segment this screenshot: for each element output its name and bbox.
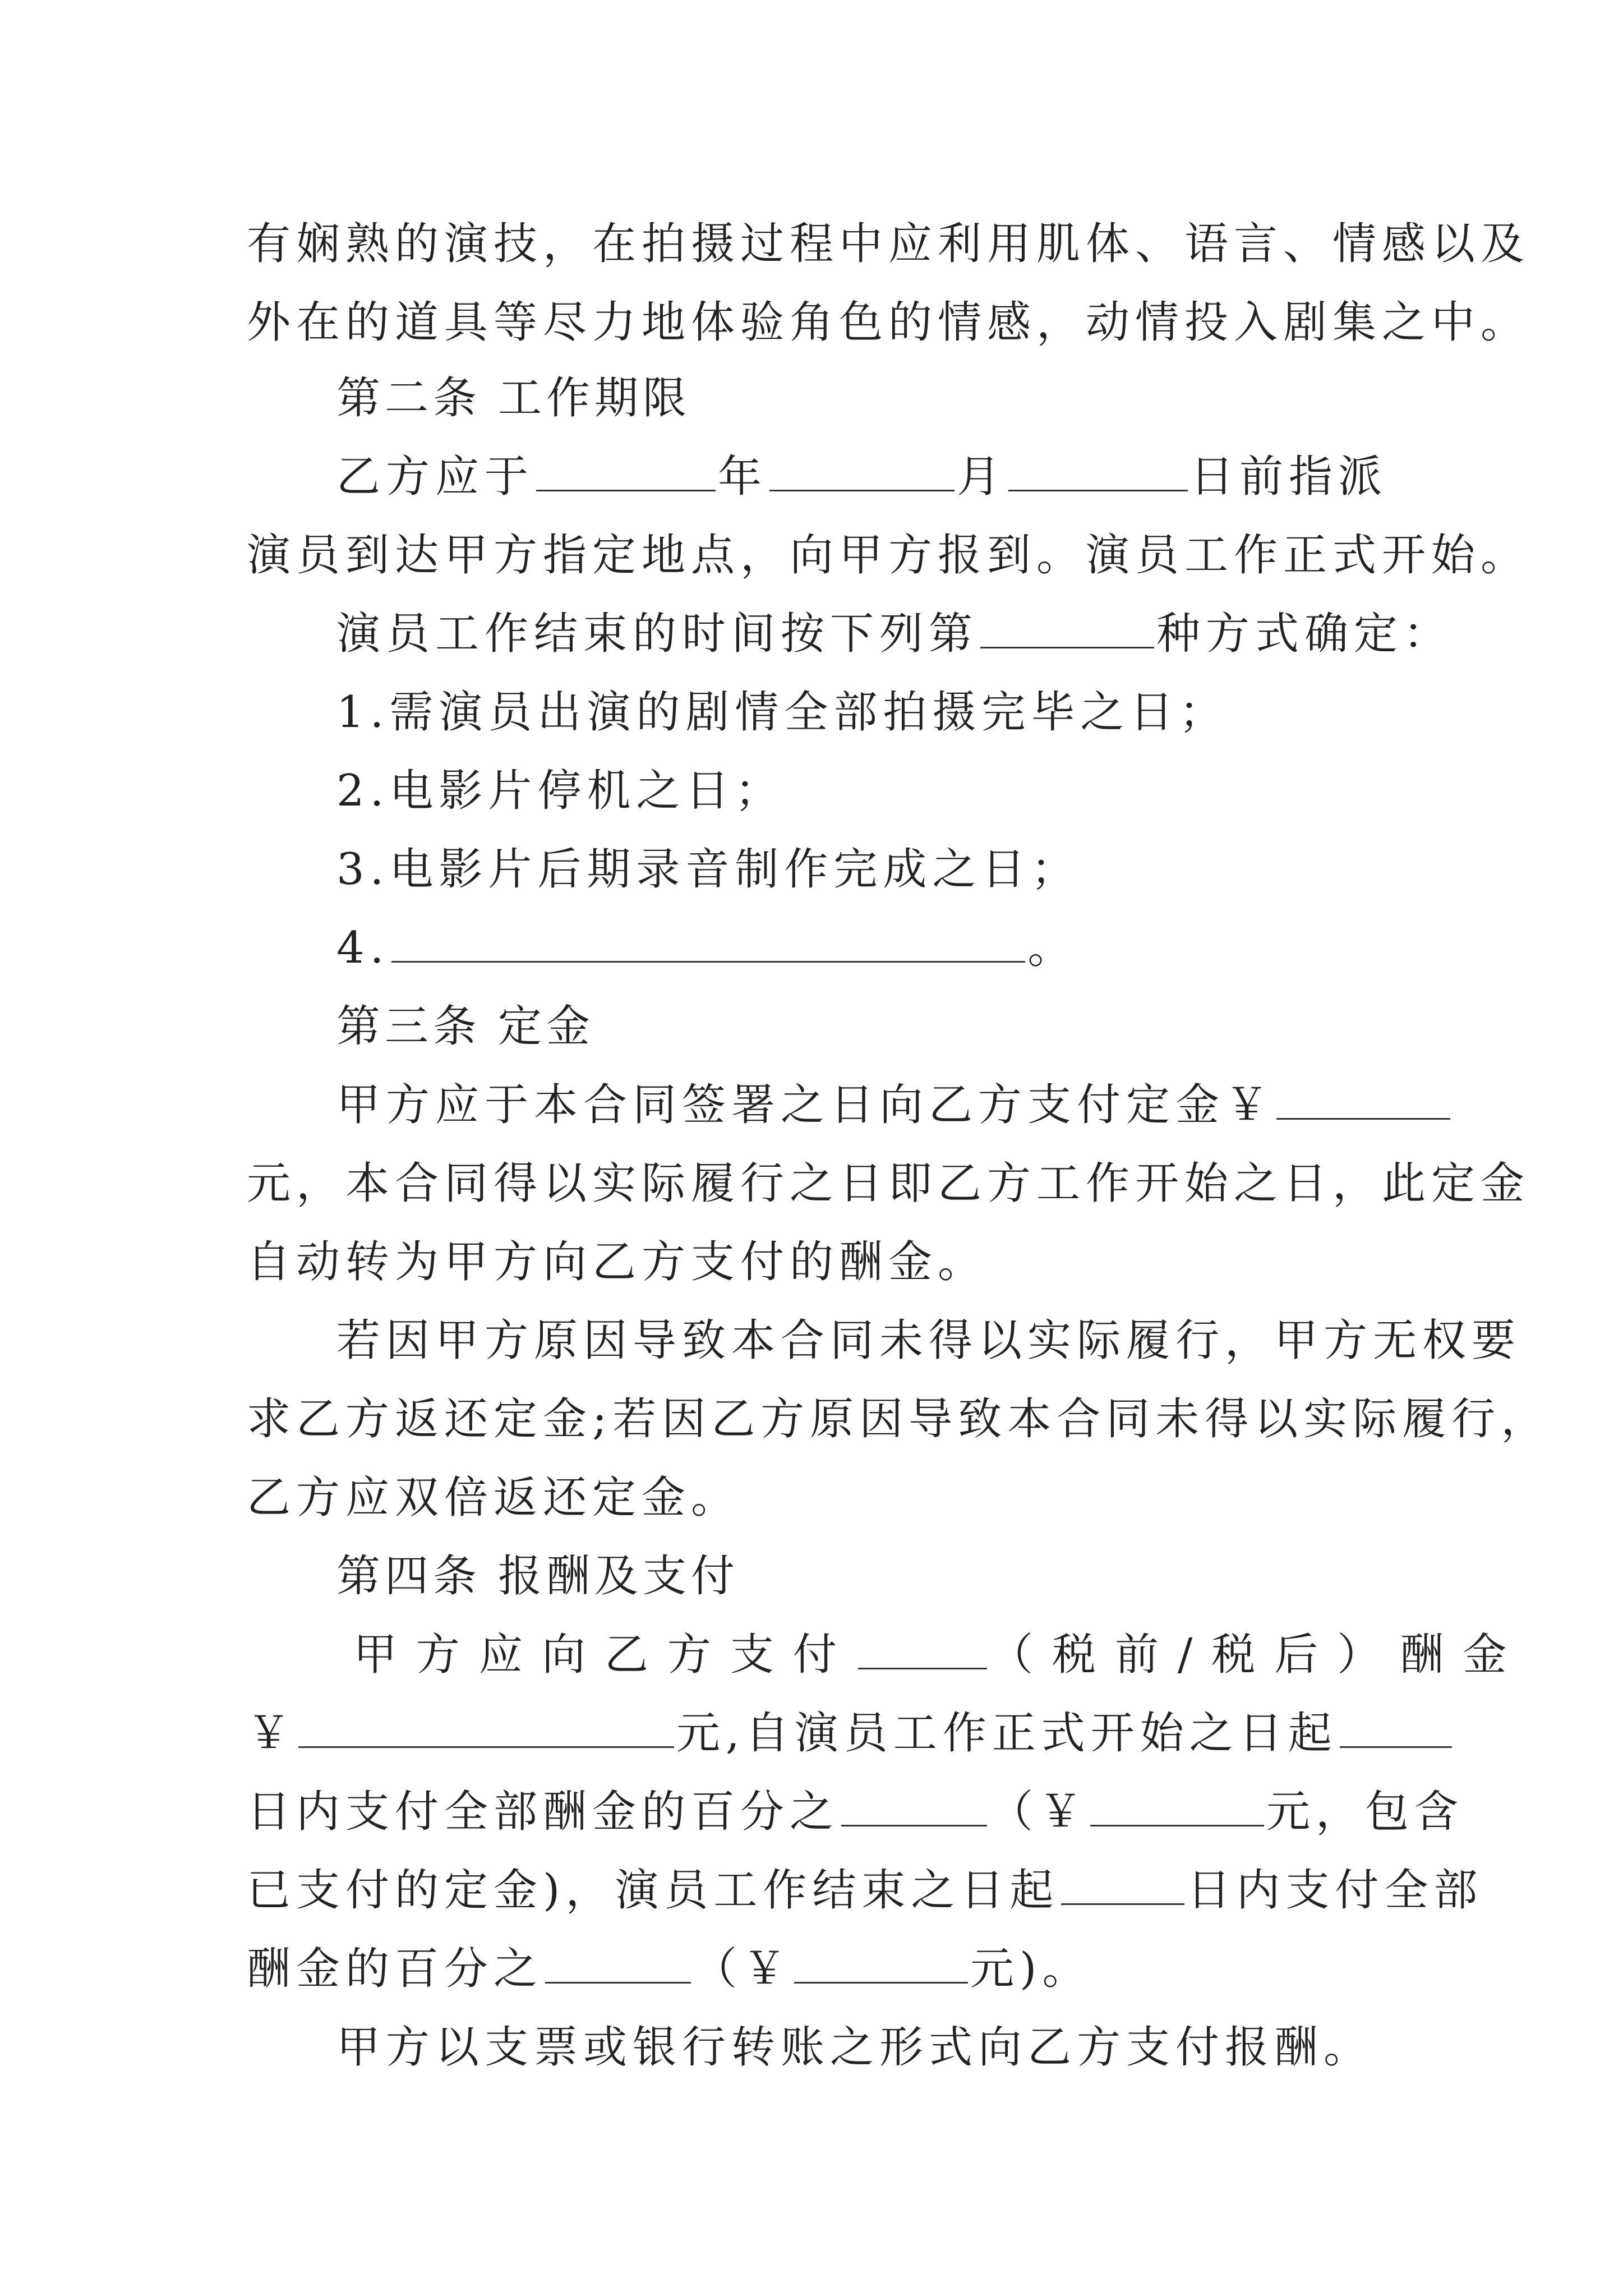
article-2-p2 xyxy=(336,606,1453,662)
text: 元,自演员工作正式开始之日起 xyxy=(676,1708,1338,1759)
text: 种方式确定： xyxy=(1156,609,1453,659)
article-3-heading xyxy=(336,999,1391,1055)
article-title: 定金 xyxy=(498,1001,595,1052)
article-4-p2 xyxy=(336,2019,1391,2076)
text: （￥ xyxy=(693,1944,792,1994)
blank-year[interactable] xyxy=(536,449,716,491)
text: 酬金的百分之 xyxy=(247,1944,543,1994)
text: 甲方应于本合同签署之日向乙方支付定金￥ xyxy=(336,1080,1275,1130)
text: 若因甲方原因导致本合同未得以实际履行，甲方无权要 xyxy=(336,1315,1521,1366)
article-2-p1-line1 xyxy=(336,449,1391,505)
text: 日内支付全部酬金的百分之 xyxy=(247,1787,840,1837)
text: 乙方应于 xyxy=(336,452,534,502)
article-title: 报酬及支付 xyxy=(498,1551,740,1602)
article-4-p1-line3 xyxy=(247,1784,1464,1840)
text: 年 xyxy=(718,452,768,502)
blank-deposit-amount[interactable] xyxy=(1276,1078,1450,1120)
article-number: 第三条 xyxy=(336,1001,482,1052)
article-3-p1-line2 xyxy=(247,1156,1530,1212)
list-item xyxy=(336,763,1391,819)
blank-amount-1[interactable] xyxy=(1090,1784,1264,1826)
blank-tax-type[interactable] xyxy=(858,1627,987,1669)
list-item xyxy=(336,841,1391,898)
list-item xyxy=(336,684,1391,740)
text: 元)。 xyxy=(970,1944,1092,1994)
paragraph-line xyxy=(247,216,1530,272)
article-4-p1-line5 xyxy=(247,1941,1391,1997)
text: 3.电影片后期录音制作完成之日； xyxy=(336,844,1081,895)
text: 日前指派 xyxy=(1190,452,1388,502)
article-number: 第四条 xyxy=(336,1551,482,1602)
article-3-p1-line1 xyxy=(336,1077,1391,1133)
text: （税前/税后）酬金 xyxy=(989,1630,1526,1680)
text: 外在的道具等尽力地体验角色的情感，动情投入剧集之中。 xyxy=(247,297,1530,348)
article-4-p1-line2 xyxy=(247,1705,1391,1761)
text: 日内支付全部 xyxy=(1187,1865,1483,1916)
text: 乙方应双倍返还定金。 xyxy=(247,1473,741,1523)
article-title: 工作期限 xyxy=(498,373,691,424)
article-4-heading xyxy=(336,1548,1391,1604)
text: 自动转为甲方向乙方支付的酬金。 xyxy=(247,1237,988,1287)
paragraph-line xyxy=(247,295,1530,351)
blank-amount-2[interactable] xyxy=(794,1941,968,1984)
text: 1.需演员出演的剧情全部拍摄完毕之日； xyxy=(336,687,1229,738)
text: ￥ xyxy=(247,1708,297,1759)
article-2-p1-line2 xyxy=(247,527,1530,583)
blank-method-number[interactable] xyxy=(980,606,1154,648)
text: 求乙方返还定金;若因乙方原因导致本合同未得以实际履行， xyxy=(247,1394,1551,1444)
article-4-p1-line4 xyxy=(247,1862,1483,1918)
text: 元，包含 xyxy=(1266,1787,1464,1837)
blank-days-1[interactable] xyxy=(1340,1706,1452,1748)
text: 甲方应向乙方支付 xyxy=(353,1630,856,1680)
text: 甲方以支票或银行转账之形式向乙方支付报酬。 xyxy=(336,2022,1373,2073)
blank-day[interactable] xyxy=(1008,449,1188,491)
article-number: 第二条 xyxy=(336,373,482,424)
text: （￥ xyxy=(989,1787,1089,1837)
text: 元，本合同得以实际履行之日即乙方工作开始之日，此定金 xyxy=(247,1158,1530,1209)
article-2-heading xyxy=(336,370,1391,426)
blank-percent-2[interactable] xyxy=(545,1941,691,1984)
article-4-p1-line1 xyxy=(353,1627,1526,1683)
blank-item-4[interactable] xyxy=(391,921,1025,963)
text: 演员到达甲方指定地点，向甲方报到。演员工作正式开始。 xyxy=(247,530,1530,581)
text: 4. xyxy=(336,923,390,973)
text: 已支付的定金)，演员工作结束之日起 xyxy=(247,1865,1059,1916)
blank-percent-1[interactable] xyxy=(841,1784,987,1826)
article-3-p1-line3 xyxy=(247,1234,1391,1290)
article-3-p2-line2 xyxy=(247,1391,1551,1447)
text: 有娴熟的演技，在拍摄过程中应利用肌体、语言、情感以及 xyxy=(247,219,1530,269)
text: 月 xyxy=(957,452,1007,502)
article-3-p2-line1 xyxy=(336,1313,1521,1369)
text: 2.电影片停机之日； xyxy=(336,766,785,816)
blank-month[interactable] xyxy=(769,449,955,491)
list-item xyxy=(336,920,1391,976)
text: 演员工作结束的时间按下列第 xyxy=(336,609,979,659)
blank-days-2[interactable] xyxy=(1061,1863,1184,1905)
blank-total-fee[interactable] xyxy=(298,1706,674,1748)
article-3-p2-line3 xyxy=(247,1470,1391,1526)
text: 。 xyxy=(1027,923,1077,973)
